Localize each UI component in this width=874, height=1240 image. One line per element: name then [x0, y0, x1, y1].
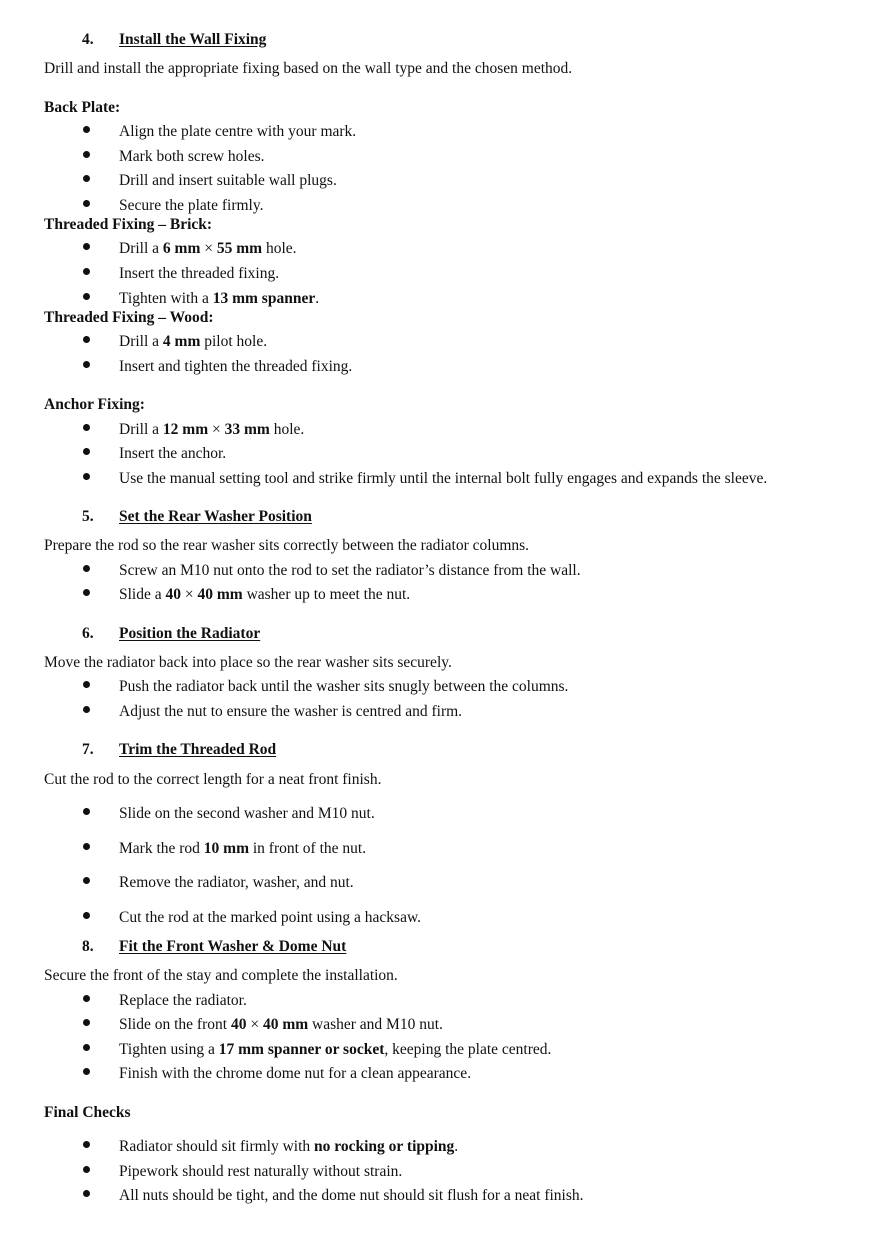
list-item: Insert the threaded fixing. [119, 265, 280, 282]
bullet-icon [83, 200, 90, 207]
bullet-icon [83, 1166, 90, 1173]
list-item: Remove the radiator, washer, and nut. [119, 874, 354, 891]
bullet-icon [83, 706, 90, 713]
bullet-icon [83, 151, 90, 158]
bullet-icon [83, 565, 90, 572]
bullet-icon [83, 995, 90, 1002]
list-item: Replace the radiator. [119, 992, 247, 1009]
list-item: Radiator should sit firmly with no rocking or tipping. [119, 1138, 459, 1155]
bullet-icon [83, 293, 90, 300]
list-item: Finish with the chrome dome nut for a clean appearance. [119, 1065, 472, 1082]
step-6-intro: Move the radiator back into place so the rear washer sits securely. [44, 654, 452, 671]
list-item: Drill and insert suitable wall plugs. [119, 172, 337, 189]
bullet-icon [83, 843, 90, 850]
step-4-number: 4. [82, 31, 94, 48]
back-plate-label: Back Plate: [44, 99, 121, 116]
list-item: All nuts should be tight, and the dome nut should sit flush for a neat finish. [119, 1187, 584, 1204]
list-item: Tighten with a 13 mm spanner. [119, 290, 320, 307]
list-item: Secure the plate firmly. [119, 197, 264, 214]
list-item: Slide on the front 40 × 40 mm washer and M10 nut. [119, 1016, 443, 1033]
list-item: Mark both screw holes. [119, 148, 265, 165]
list-item: Slide on the second washer and M10 nut. [119, 805, 375, 822]
list-item: Drill a 4 mm pilot hole. [119, 333, 268, 350]
bullet-icon [83, 243, 90, 250]
step-7-number: 7. [82, 741, 94, 758]
wood-fixing-label: Threaded Fixing – Wood: [44, 309, 214, 326]
bullet-icon [83, 473, 90, 480]
step-5-intro: Prepare the rod so the rear washer sits correctly between the radiator columns. [44, 537, 530, 554]
list-item: Screw an M10 nut onto the rod to set the radiator’s distance from the wall. [119, 562, 581, 579]
step-6-title: Position the Radiator [119, 625, 261, 642]
bullet-icon [83, 361, 90, 368]
bullet-icon [83, 681, 90, 688]
list-item: Align the plate centre with your mark. [119, 123, 357, 140]
bullet-icon [83, 1068, 90, 1075]
list-item: Mark the rod 10 mm in front of the nut. [119, 840, 367, 857]
list-item: Drill a 6 mm × 55 mm hole. [119, 240, 297, 257]
anchor-fixing-label: Anchor Fixing: [44, 396, 145, 413]
step-6-number: 6. [82, 625, 94, 642]
list-item: Cut the rod at the marked point using a hacksaw. [119, 909, 422, 926]
step-4-intro: Drill and install the appropriate fixing based on the wall type and the chosen method. [44, 60, 573, 77]
list-item: Push the radiator back until the washer sits snugly between the columns. [119, 678, 569, 695]
bullet-icon [83, 336, 90, 343]
list-item: Slide a 40 × 40 mm washer up to meet the nut. [119, 586, 411, 603]
bullet-icon [83, 126, 90, 133]
list-item: Insert and tighten the threaded fixing. [119, 358, 353, 375]
step-4-title: Install the Wall Fixing [119, 31, 267, 48]
list-item: Insert the anchor. [119, 445, 227, 462]
step-8-intro: Secure the front of the stay and complete the installation. [44, 967, 398, 984]
step-8-number: 8. [82, 938, 94, 955]
list-item: Drill a 12 mm × 33 mm hole. [119, 421, 305, 438]
bullet-icon [83, 589, 90, 596]
bullet-icon [83, 448, 90, 455]
bullet-icon [83, 175, 90, 182]
bullet-icon [83, 268, 90, 275]
step-5-title: Set the Rear Washer Position [119, 508, 312, 525]
bullet-icon [83, 1044, 90, 1051]
final-checks-label: Final Checks [44, 1104, 131, 1121]
bullet-icon [83, 912, 90, 919]
bullet-icon [83, 808, 90, 815]
list-item: Tighten using a 17 mm spanner or socket, keeping the plate centred. [119, 1041, 552, 1058]
step-7-title: Trim the Threaded Rod [119, 741, 277, 758]
list-item: Use the manual setting tool and strike firmly until the internal bolt fully engages and expands the sleeve. [119, 470, 768, 487]
bullet-icon [83, 1019, 90, 1026]
list-item: Adjust the nut to ensure the washer is centred and firm. [119, 703, 463, 720]
bullet-icon [83, 1190, 90, 1197]
step-5-number: 5. [82, 508, 94, 525]
step-7-intro: Cut the rod to the correct length for a neat front finish. [44, 771, 382, 788]
list-item: Pipework should rest naturally without strain. [119, 1163, 403, 1180]
bullet-icon [83, 877, 90, 884]
bullet-icon [83, 424, 90, 431]
bullet-icon [83, 1141, 90, 1148]
brick-fixing-label: Threaded Fixing – Brick: [44, 216, 213, 233]
step-8-title: Fit the Front Washer & Dome Nut [119, 938, 347, 955]
